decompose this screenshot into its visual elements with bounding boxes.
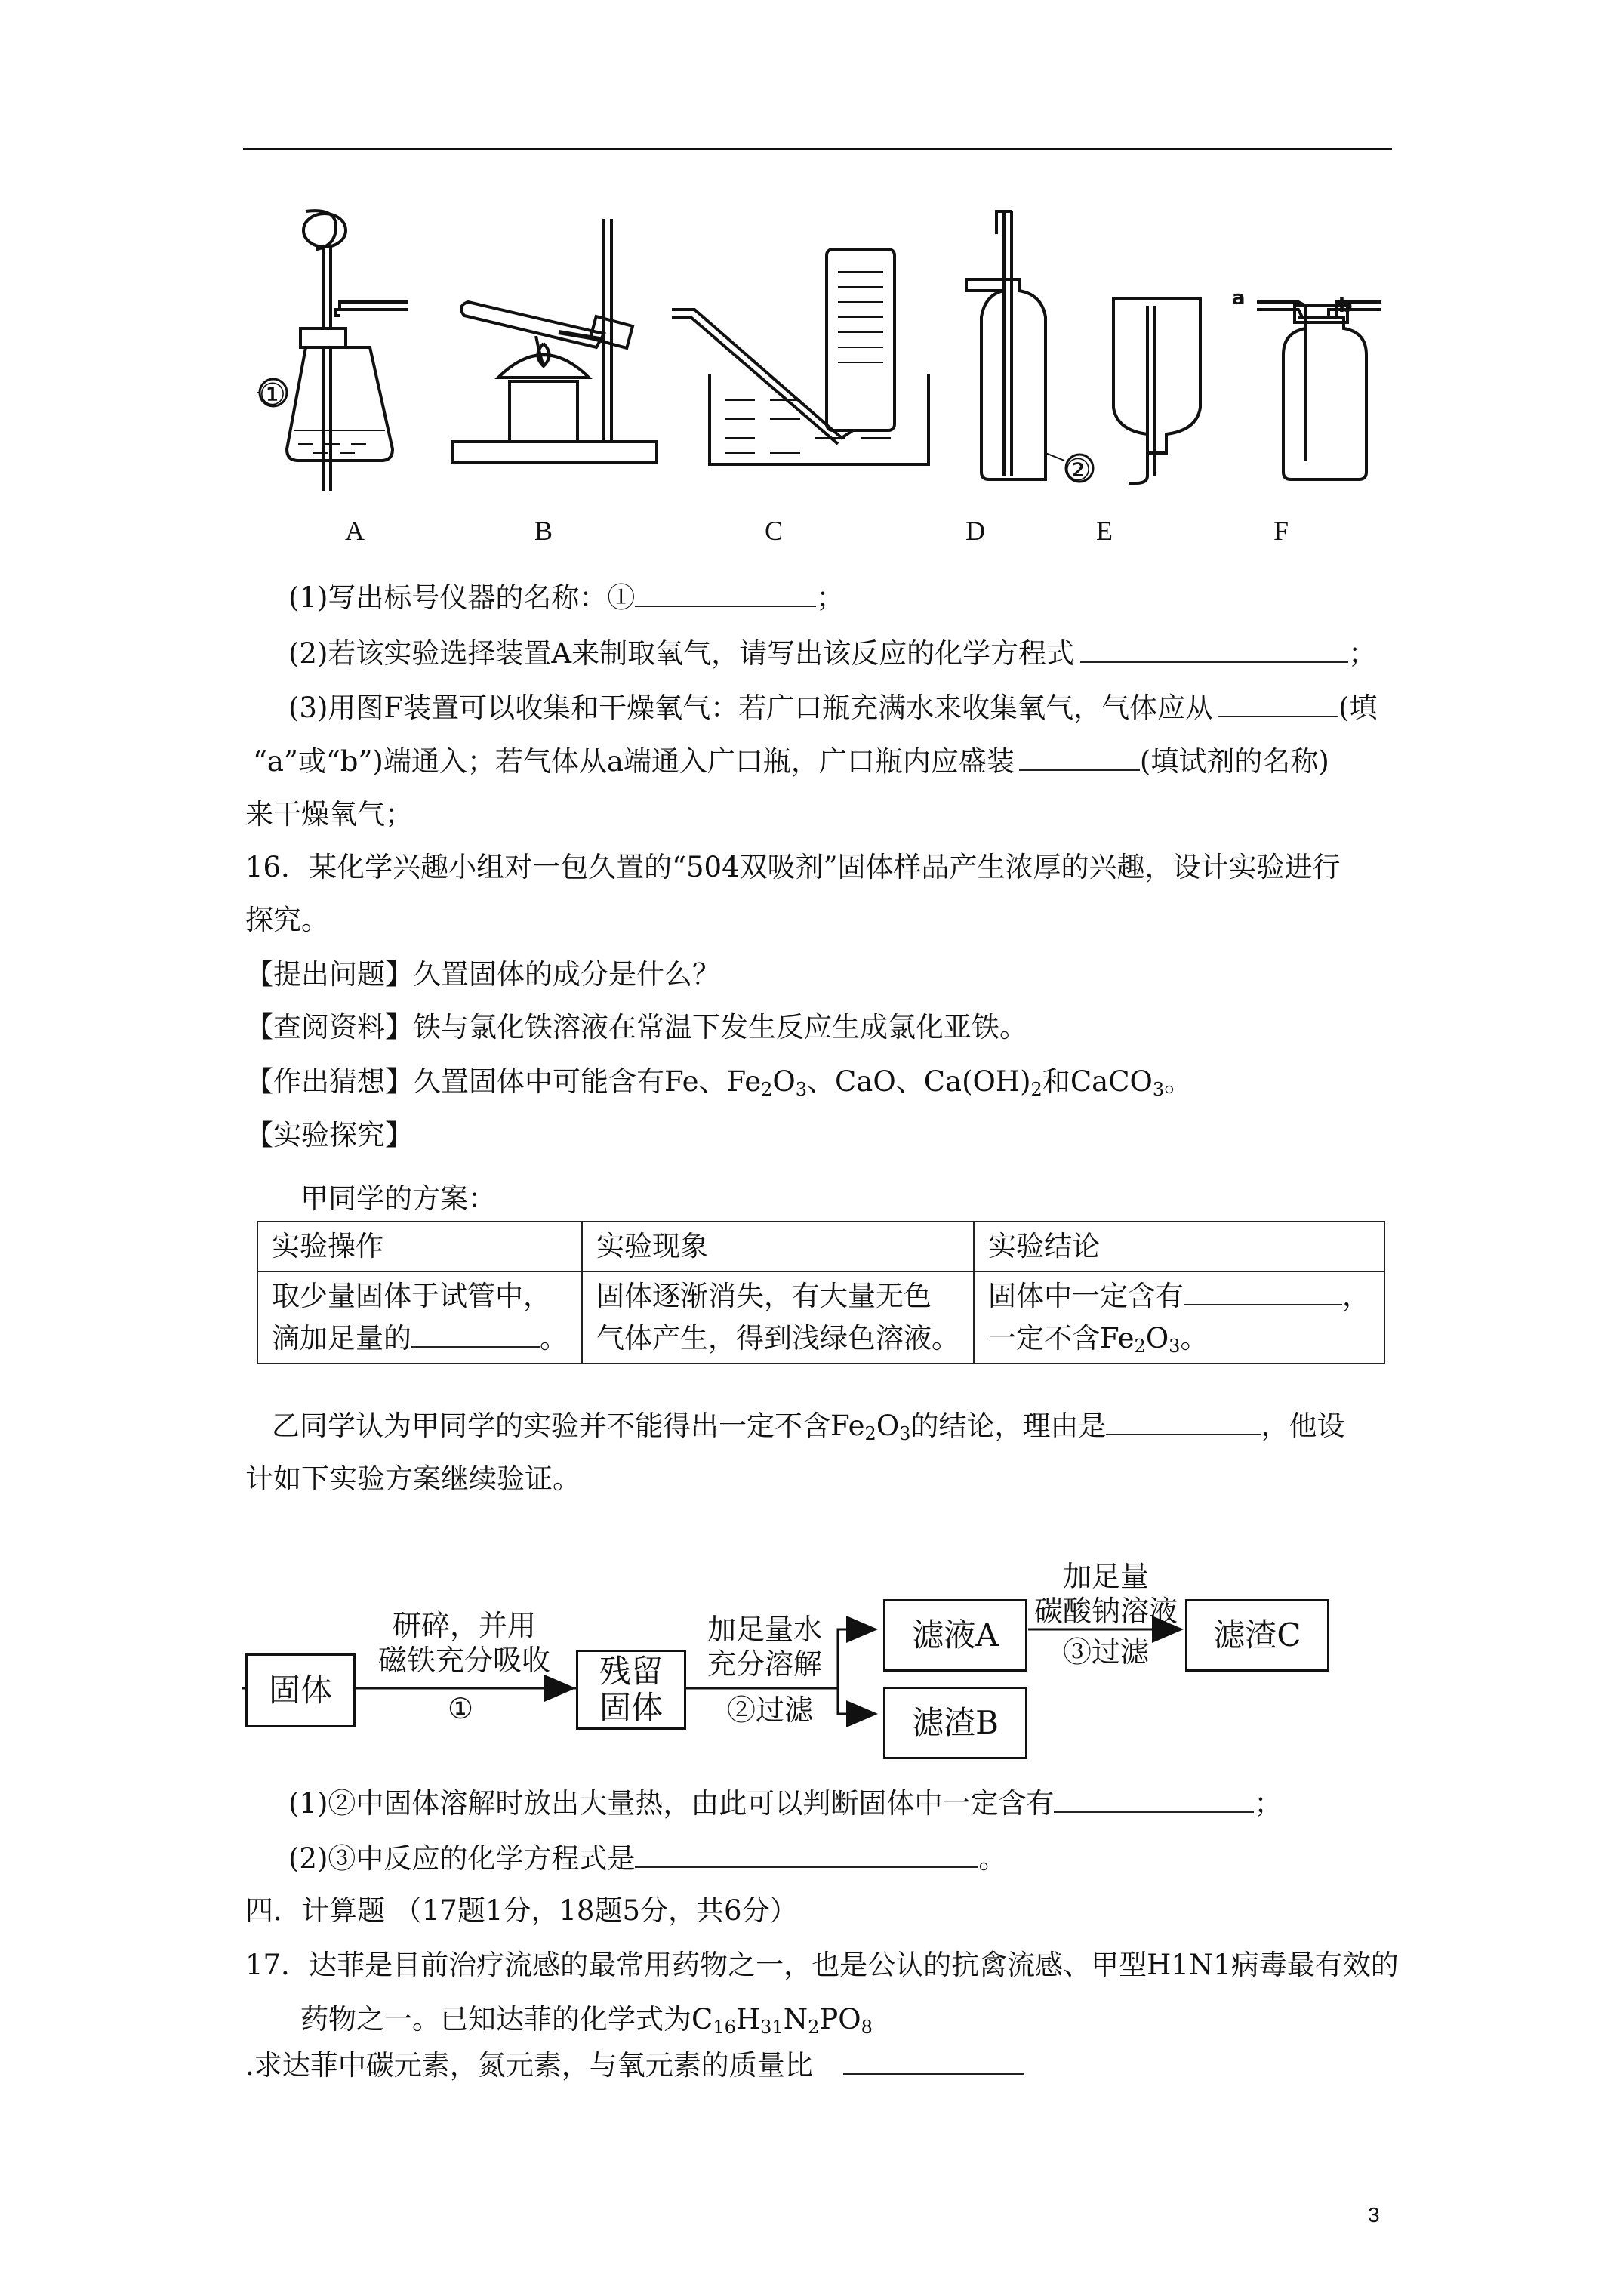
- q17-text: 药物之一。已知达菲的化学式为C: [300, 2003, 713, 2036]
- cell-line: 气体产生，得到浅绿色溶液。: [596, 1322, 959, 1354]
- q15-part1-suffix: ；: [816, 581, 845, 614]
- cell-text: 一定不含Fe: [988, 1322, 1135, 1354]
- q15-part2: [288, 636, 1376, 671]
- plan-b-text: O: [876, 1410, 900, 1442]
- q16-plan-b-line2: 计如下实验方案继续验证。: [245, 1462, 581, 1495]
- q16-intro-line1: 16．某化学兴趣小组对一包久置的“504双吸剂”固体样品产生浓厚的兴趣，设计实验进行: [245, 851, 1341, 883]
- q17-text: N: [783, 2003, 808, 2036]
- q16-plan-b-line1: [272, 1408, 1344, 1444]
- port-a-label: a: [1232, 287, 1246, 310]
- cell-text: 。: [1180, 1322, 1209, 1354]
- cell-text: 滴加足量的: [272, 1322, 411, 1354]
- flow-step3-num: ③过滤: [1062, 1635, 1149, 1669]
- apparatus-e: [1113, 298, 1200, 483]
- table-cell-observation: [582, 1271, 974, 1364]
- section-heading: 四．计算题 （17题1分，18题5分，共6分）: [245, 1894, 798, 1927]
- subscript: 16: [713, 2017, 736, 2038]
- cell-line: [988, 1275, 1370, 1318]
- flow-step1-num: ①: [447, 1692, 474, 1725]
- q16-question: 【提出问题】久置固体的成分是什么？: [245, 958, 720, 991]
- flow-box-filtrate-a: 滤液A: [883, 1599, 1027, 1672]
- q16-sub1: [288, 1786, 1282, 1821]
- cell-line: [272, 1318, 568, 1360]
- experiment-table: [257, 1221, 1385, 1364]
- marker-2: ②: [1064, 453, 1092, 488]
- label-f: F: [1273, 516, 1289, 546]
- apparatus-a: [257, 211, 408, 491]
- q15-part1: [288, 580, 844, 615]
- page-number: 3: [1368, 2203, 1380, 2227]
- plan-b-text: 的结论，理由是: [910, 1410, 1107, 1442]
- q16-hypothesis: [245, 1065, 1192, 1099]
- answer-blank[interactable]: [843, 2048, 1024, 2075]
- q15-part1-text: (1)写出标号仪器的名称：①: [288, 581, 636, 614]
- q17-line1: 17．达菲是目前治疗流感的最常用药物之一，也是公认的抗禽流感、甲型H1N1病毒最有效的: [245, 1949, 1399, 1981]
- sub-question-suffix: ；: [1254, 1787, 1283, 1820]
- flow-label-line: 碳酸钠溶液: [1033, 1595, 1178, 1628]
- flow-box-residue-c: 滤渣C: [1185, 1599, 1329, 1672]
- flow-step2-label: [685, 1612, 844, 1681]
- q17-line3: [245, 2048, 1024, 2083]
- answer-blank[interactable]: [635, 1841, 978, 1868]
- apparatus-figure: [242, 204, 1389, 506]
- label-e: E: [1096, 516, 1113, 546]
- flow-box-solid: 固体: [245, 1653, 356, 1727]
- apparatus-f: [1257, 302, 1381, 479]
- flow-label-line: 加足量水: [707, 1613, 822, 1646]
- subscript: 3: [899, 1423, 911, 1444]
- q15-part3-line2-text: “a”或“b”)端通入；若气体从a端通入广口瓶，广口瓶内应盛装: [253, 745, 1015, 778]
- table-header: 实验结论: [974, 1222, 1384, 1271]
- hypothesis-text: 和CaCO: [1042, 1065, 1153, 1098]
- q16-plan-a: 甲同学的方案：: [300, 1182, 496, 1215]
- subscript: 3: [1152, 1079, 1165, 1100]
- subscript: 2: [864, 1423, 876, 1444]
- hypothesis-text: 【作出猜想】久置固体中可能含有Fe、Fe: [245, 1065, 762, 1098]
- subscript: 3: [1169, 1336, 1181, 1357]
- cell-text: 。: [540, 1322, 568, 1354]
- answer-blank[interactable]: [1080, 636, 1348, 663]
- cell-line: 取少量固体于试管中，: [272, 1280, 551, 1312]
- sub-question-suffix: 。: [978, 1842, 1007, 1875]
- table-header-row: [257, 1222, 1384, 1271]
- q16-reference: 【查阅资料】铁与氯化铁溶液在常温下发生反应生成氯化亚铁。: [245, 1011, 1027, 1043]
- q15-part2-suffix: ；: [1348, 637, 1377, 670]
- q15-part3-line3: 来干燥氧气；: [245, 798, 413, 831]
- apparatus-b: [453, 219, 657, 463]
- subscript: 2: [1030, 1079, 1042, 1100]
- subscript: 3: [795, 1079, 807, 1100]
- plan-b-text: 乙同学认为甲同学的实验并不能得出一定不含Fe: [272, 1410, 865, 1442]
- q16-sub2: [288, 1841, 1006, 1876]
- subscript: 2: [808, 2017, 820, 2038]
- q17-text: PO: [819, 2003, 861, 2036]
- cell-text: ，: [1342, 1280, 1370, 1312]
- answer-blank[interactable]: [1218, 690, 1338, 717]
- port-b-label: b: [1338, 294, 1353, 317]
- answer-blank[interactable]: [1054, 1786, 1254, 1813]
- apparatus-c: [672, 249, 929, 464]
- q15-part2-text: (2)若该实验选择装置A来制取氧气，请写出该反应的化学方程式: [288, 637, 1075, 670]
- flow-label-line: 研碎，并用: [392, 1609, 536, 1642]
- q16-intro-line2: 探究。: [245, 904, 329, 936]
- marker-1: ①: [259, 378, 286, 412]
- plan-b-text: ，他设: [1261, 1410, 1345, 1442]
- cell-line: 固体逐渐消失，有大量无色: [596, 1280, 932, 1312]
- flow-step1-label: [362, 1608, 566, 1678]
- q17-text: .求达菲中碳元素，氮元素，与氧元素的质量比: [245, 2049, 813, 2082]
- flow-label-line: 磁铁充分吸收: [377, 1644, 550, 1677]
- flow-box-line: 固体: [599, 1689, 663, 1726]
- sub-question-text: (2)③中反应的化学方程式是: [288, 1842, 636, 1875]
- q15-part3-line2: [253, 744, 1329, 779]
- flow-label-line: 充分溶解: [707, 1647, 822, 1681]
- q17-line2: [300, 2002, 873, 2037]
- hypothesis-text: O: [772, 1065, 796, 1098]
- answer-blank[interactable]: [635, 580, 816, 607]
- flow-label-line: 加足量: [1062, 1560, 1149, 1593]
- flow-step3-label: [1027, 1559, 1185, 1629]
- table-row: [257, 1271, 1384, 1364]
- answer-blank[interactable]: [411, 1321, 540, 1348]
- apparatus-d: [966, 211, 1093, 482]
- table-header: 实验现象: [582, 1222, 974, 1271]
- subscript: 8: [861, 2017, 873, 2038]
- answer-blank[interactable]: [1106, 1408, 1261, 1435]
- label-d: D: [965, 516, 985, 546]
- flow-box-residue: [576, 1650, 686, 1730]
- answer-blank[interactable]: [1184, 1278, 1342, 1305]
- answer-blank[interactable]: [1019, 744, 1140, 771]
- hypothesis-text: 、CaO、Ca(OH): [807, 1065, 1031, 1098]
- flow-step2-num: ②过滤: [726, 1693, 813, 1727]
- table-header: 实验操作: [257, 1222, 582, 1271]
- sub-question-text: (1)②中固体溶解时放出大量热，由此可以判断固体中一定含有: [288, 1787, 1055, 1820]
- q17-text: H: [735, 2003, 761, 2036]
- label-a: A: [345, 516, 365, 546]
- subscript: 2: [1134, 1336, 1146, 1357]
- q15-part3-text: (3)用图F装置可以收集和干燥氧气：若广口瓶充满水来收集氧气，气体应从: [288, 692, 1214, 724]
- hypothesis-text: 。: [1164, 1065, 1193, 1098]
- flow-box-residue-b: 滤渣B: [883, 1687, 1027, 1759]
- cell-text: O: [1145, 1322, 1169, 1354]
- label-b: B: [534, 516, 553, 546]
- label-c: C: [764, 516, 783, 546]
- header-rule: [243, 148, 1392, 150]
- q15-part3-line2-suffix: (填试剂的名称): [1139, 745, 1329, 778]
- table-cell-conclusion: [974, 1271, 1384, 1364]
- table-cell-operation: [257, 1271, 582, 1364]
- q15-part3-suffix: (填: [1338, 692, 1378, 724]
- flow-box-line: 残留: [599, 1653, 663, 1690]
- subscript: 2: [761, 1079, 773, 1100]
- q16-explore-heading: 【实验探究】: [245, 1119, 413, 1151]
- subscript: 31: [760, 2017, 784, 2038]
- q15-part3-line1: [288, 690, 1378, 726]
- cell-text: 固体中一定含有: [988, 1280, 1184, 1312]
- cell-line: [988, 1318, 1370, 1360]
